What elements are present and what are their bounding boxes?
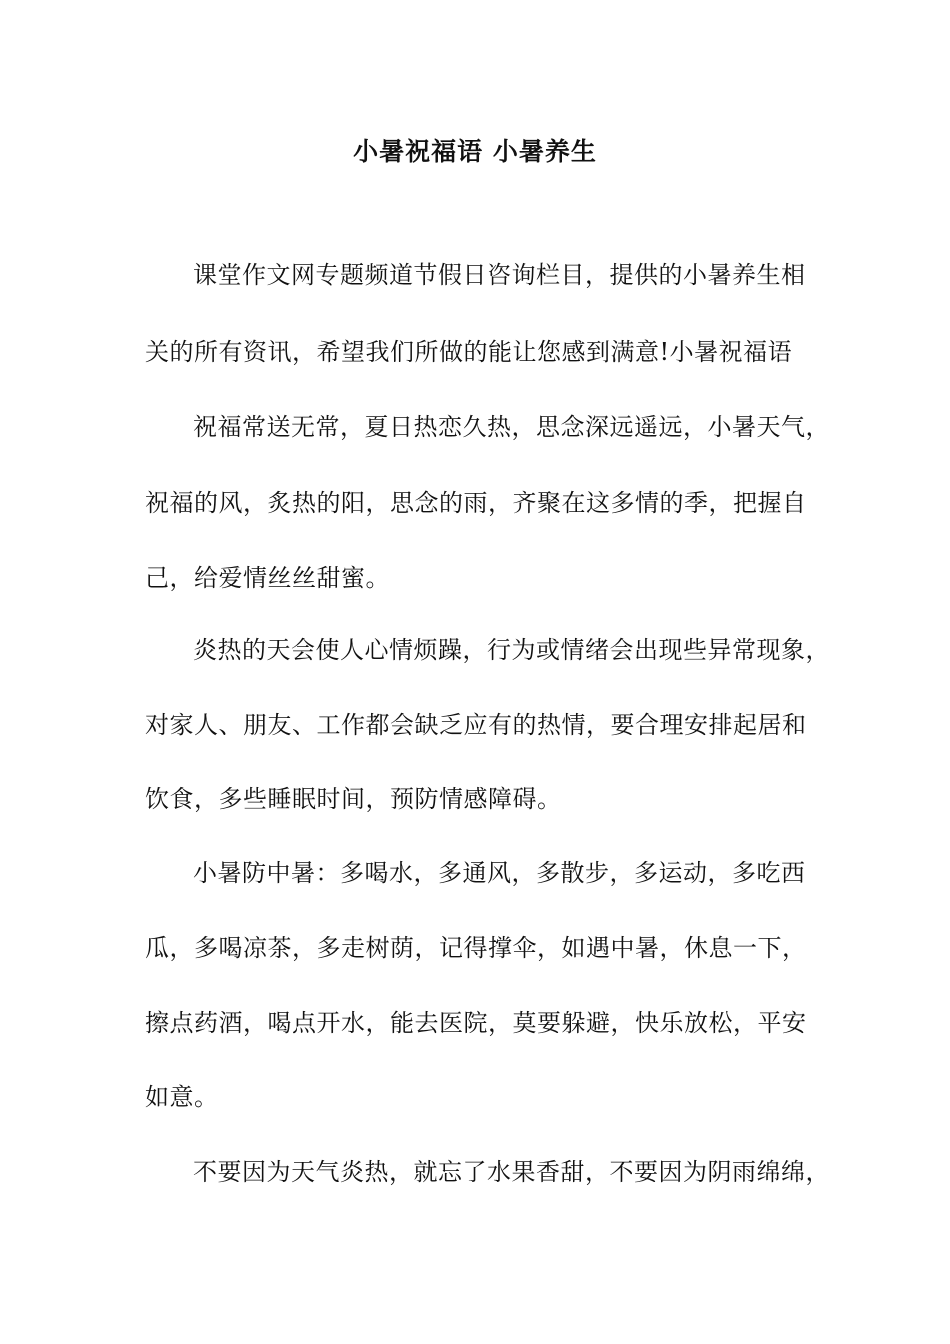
paragraph-4-line-1: 小暑防中暑：多喝水，多通风，多散步，多运动，多吃西 [193, 859, 806, 887]
paragraph-4-line-3: 擦点药酒，喝点开水，能去医院，莫要躲避，快乐放松，平安 [145, 1009, 807, 1037]
paragraph-4-line-2: 瓜，多喝凉茶，多走树荫，记得撑伞，如遇中暑，休息一下， [145, 934, 807, 962]
paragraph-5-line-1: 不要因为天气炎热，就忘了水果香甜，不要因为阴雨绵绵， [193, 1158, 830, 1186]
paragraph-2-line-3: 己，给爱情丝丝甜蜜。 [145, 564, 390, 592]
document-title: 小暑祝福语 小暑养生 [353, 137, 597, 166]
paragraph-3-line-1: 炎热的天会使人心情烦躁，行为或情绪会出现些异常现象， [193, 636, 830, 664]
paragraph-3-line-2: 对家人、朋友、工作都会缺乏应有的热情，要合理安排起居和 [145, 711, 807, 739]
paragraph-1-line-1: 课堂作文网专题频道节假日咨询栏目，提供的小暑养生相 [193, 261, 806, 289]
paragraph-3-line-3: 饮食，多些睡眠时间，预防情感障碍。 [145, 785, 562, 813]
paragraph-1-line-2: 关的所有资讯，希望我们所做的能让您感到满意!小暑祝福语 [145, 338, 793, 366]
paragraph-2-line-1: 祝福常送无常，夏日热恋久热，思念深远遥远，小暑天气， [193, 413, 830, 441]
paragraph-2-line-2: 祝福的风，炙热的阳，思念的雨，齐聚在这多情的季，把握自 [145, 489, 807, 517]
paragraph-4-line-4: 如意。 [145, 1083, 219, 1111]
